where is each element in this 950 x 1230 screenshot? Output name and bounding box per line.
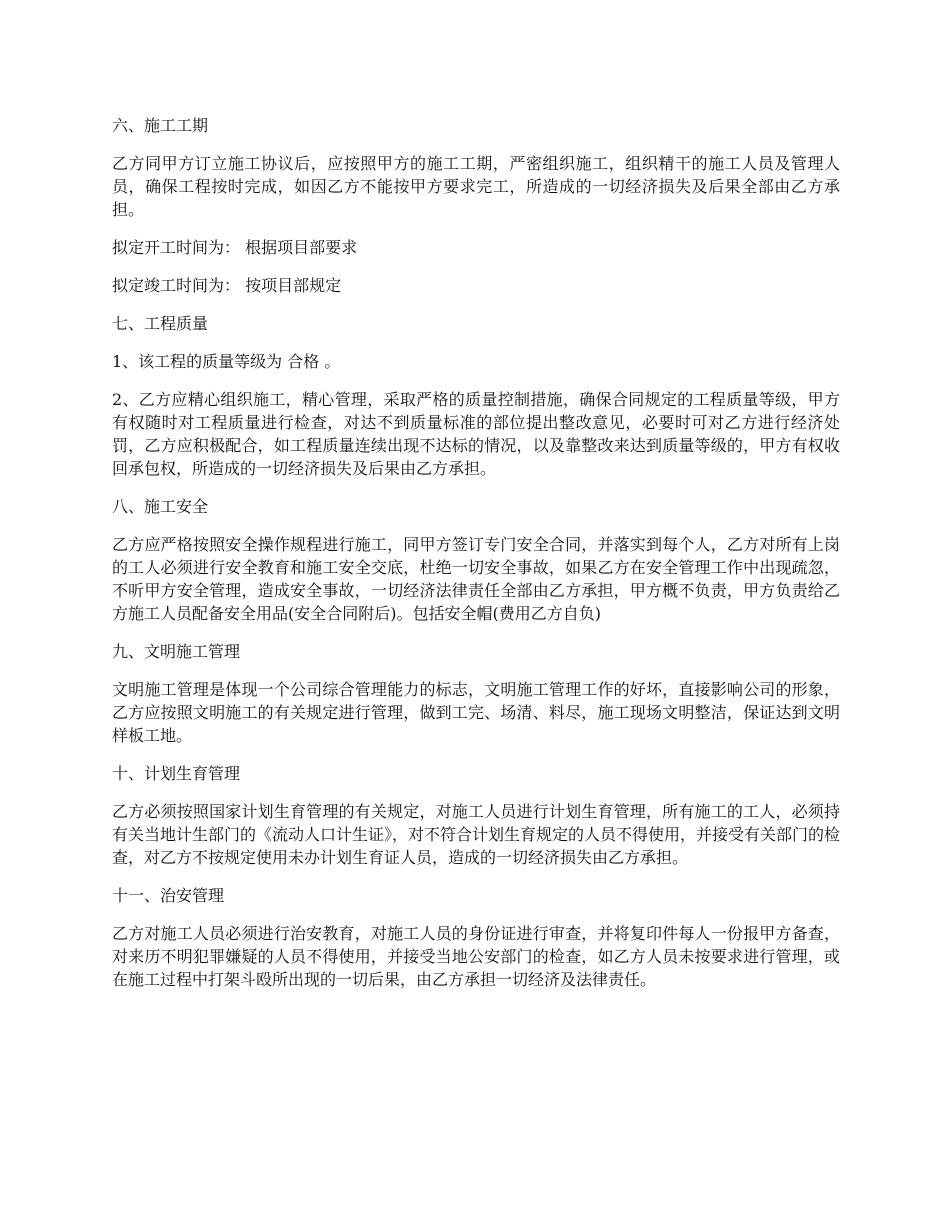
planned-start-time: 拟定开工时间为： 根据项目部要求 <box>112 238 358 257</box>
section-8-heading: 八、施工安全 <box>112 497 209 516</box>
section-9-heading: 九、文明施工管理 <box>112 642 241 661</box>
planned-end-time: 拟定竣工时间为： 按项目部规定 <box>112 276 342 295</box>
section-10-paragraph: 乙方必须按照国家计划生育管理的有关规定，对施工人员进行计划生育管理，所有施工的工人，必须持有关当地计生部门的《流动人口计生证》，对不符合计划生育规定的人员不得使用，并接受有关部门的检查，对乙方不按规定使用未办计划生育证人员，造成的一切经济损失由乙方承担。 <box>112 802 841 867</box>
section-6-paragraph: 乙方同甲方订立施工协议后，应按照甲方的施工工期，严密组织施工，组织精干的施工人员及管理人员，确保工程按时完成，如因乙方不能按甲方要求完工，所造成的一切经济损失及后果全部由乙方承担。 <box>112 154 840 219</box>
document-page <box>112 114 840 1006</box>
section-10-heading: 十、计划生育管理 <box>112 764 241 783</box>
section-6-heading: 六、施工工期 <box>112 116 209 135</box>
section-7-heading: 七、工程质量 <box>112 314 209 333</box>
section-7-item-1: 1、该工程的质量等级为 合格 。 <box>112 352 341 371</box>
section-11-heading: 十一、治安管理 <box>112 886 225 905</box>
section-9-paragraph: 文明施工管理是体现一个公司综合管理能力的标志，文明施工管理工作的好坏，直接影响公司的形象，乙方应按照文明施工的有关规定进行管理，做到工完、场清、料尽，施工现场文明整洁，保证达到文明样板工地。 <box>112 680 840 745</box>
section-11-paragraph: 乙方对施工人员必须进行治安教育，对施工人员的身份证进行审查，并将复印件每人一份报甲方备查，对来历不明犯罪嫌疑的人员不得使用，并接受当地公安部门的检查，如乙方人员未按要求进行管理，或在施工过程中打架斗殴所出现的一切后果，由乙方承担一切经济及法律责任。 <box>112 924 840 989</box>
section-8-paragraph: 乙方应严格按照安全操作规程进行施工，同甲方签订专门安全合同，并落实到每个人，乙方对所有上岗的工人必须进行安全教育和施工安全交底，杜绝一切安全事故，如果乙方在安全管理工作中出现疏忽，不听甲方安全管理，造成安全事故，一切经济法律责任全部由乙方承担，甲方概不负责，甲方负责给乙方施工人员配备安全用品(安全合同附后)。包括安全帽(费用乙方自负) <box>112 535 840 623</box>
section-7-item-2: 2、乙方应精心组织施工，精心管理，采取严格的质量控制措施，确保合同规定的工程质量等级，甲方有权随时对工程质量进行检查，对达不到质量标准的部位提出整改意见，必要时可对乙方进行经济处罚，乙方应积极配合，如工程质量连续出现不达标的情况，以及靠整改来达到质量等级的，甲方有权收回承包权，所造成的一切经济损失及后果由乙方承担。 <box>112 390 840 478</box>
